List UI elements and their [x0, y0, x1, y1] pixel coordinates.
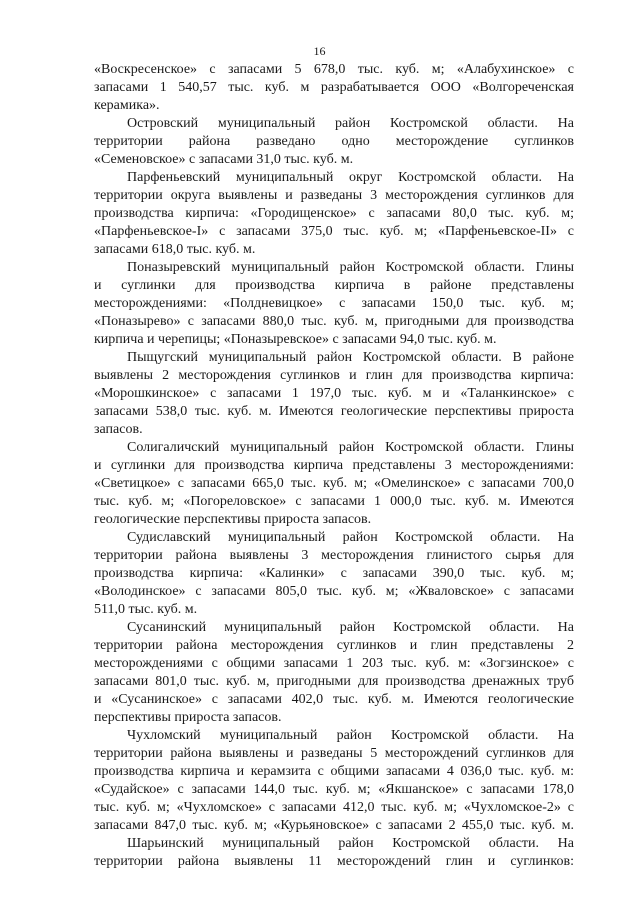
text-line: территории района выявлены 11 месторождений глин и суглинков:	[94, 854, 574, 869]
text-line: «Воскресенское» с запасами 5 678,0 тыс. куб. м; «Алабухинское» с	[94, 62, 574, 77]
paragraph-first-line: Судиславский муниципальный район Костромской области. На	[127, 530, 574, 545]
text-line: «Поназырево» с запасами 880,0 тыс. куб. м, пригодными для производства	[94, 314, 574, 329]
text-line: запасов.	[94, 422, 143, 437]
text-line: геологические перспективы прироста запасов.	[94, 512, 372, 527]
text-line: и суглинки для производства кирпича представлены 3 месторождениями:	[94, 458, 574, 473]
text-line: запасами 538,0 тыс. куб. м. Имеются геологические перспективы прироста	[94, 404, 574, 419]
text-line: 511,0 тыс. куб. м.	[94, 602, 198, 617]
text-line: кирпича и черепицы; «Поназыревское» с запасами 94,0 тыс. куб. м.	[94, 332, 497, 347]
paragraph-first-line: Поназыревский муниципальный район Костромской области. Глины	[127, 260, 574, 275]
text-line: перспективы прироста запасов.	[94, 710, 282, 725]
text-line: «Володинское» с запасами 805,0 тыс. куб. м; «Жваловское» с запасами	[94, 584, 574, 599]
text-line: территории района разведано одно месторождение суглинков	[94, 134, 574, 149]
paragraph-first-line: Парфеньевский муниципальный округ Костромской области. На	[127, 170, 574, 185]
text-line: керамика».	[94, 98, 160, 113]
text-line: «Семеновское» с запасами 31,0 тыс. куб. м.	[94, 152, 354, 167]
text-line: «Светицкое» с запасами 665,0 тыс. куб. м; «Омелинское» с запасами 700,0	[94, 476, 574, 491]
text-line: и суглинки для производства кирпича в районе представлены	[94, 278, 574, 293]
paragraph-first-line: Островский муниципальный район Костромской области. На	[127, 116, 574, 131]
text-line: тыс. куб. м; «Чухломское» с запасами 412,0 тыс. куб. м; «Чухломское-2» с	[94, 800, 574, 815]
text-line: запасами 618,0 тыс. куб. м.	[94, 242, 256, 257]
text-line: месторождениями с общими запасами 1 203 тыс. куб. м: «Зогзинское» с	[94, 656, 574, 671]
text-line: территории района выявлены 3 месторождения глинистого сырья для	[94, 548, 574, 563]
text-line: «Судайское» с запасами 144,0 тыс. куб. м; «Якшанское» с запасами 178,0	[94, 782, 574, 797]
text-line: запасами 801,0 тыс. куб. м, пригодными для производства дренажных труб	[94, 674, 574, 689]
text-line: запасами 1 540,57 тыс. куб. м разрабатывается ООО «Волгореченская	[94, 80, 574, 95]
page-number: 16	[313, 44, 326, 58]
text-line: запасами 847,0 тыс. куб. м; «Курьяновское» с запасами 2 455,0 тыс. куб. м.	[94, 818, 574, 833]
paragraph-first-line: Сусанинский муниципальный район Костромской области. На	[127, 620, 574, 635]
text-line: и «Сусанинское» с запасами 402,0 тыс. куб. м. Имеются геологические	[94, 692, 574, 707]
text-line: территории района месторождения суглинков и глин представлены 2	[94, 638, 574, 653]
text-line: территории округа выявлены и разведаны 3 месторождения суглинков для	[94, 188, 574, 203]
body-text	[94, 61, 574, 871]
text-line: производства кирпича: «Городищенское» с запасами 80,0 тыс. куб. м;	[94, 206, 574, 221]
text-line: производства кирпича: «Калинки» с запасами 390,0 тыс. куб. м;	[94, 566, 574, 581]
text-line: «Парфеньевское-I» с запасами 375,0 тыс. куб. м; «Парфеньевское-II» с	[94, 224, 574, 239]
paragraph-first-line: Чухломский муниципальный район Костромской области. На	[127, 728, 574, 743]
paragraph-first-line: Пыщугский муниципальный район Костромской области. В районе	[127, 350, 574, 365]
text-line: территории района выявлены и разведаны 5 месторождений суглинков для	[94, 746, 574, 761]
text-line: месторождениями: «Полдневицкое» с запасами 150,0 тыс. куб. м;	[94, 296, 574, 311]
text-line: тыс. куб. м; «Погореловское» с запасами 1 000,0 тыс. куб. м. Имеются	[94, 494, 574, 509]
text-line: «Морошкинское» с запасами 1 197,0 тыс. куб. м и «Таланкинское» с	[94, 386, 574, 401]
text-line: производства кирпича и керамзита с общими запасами 4 036,0 тыс. куб. м:	[94, 764, 574, 779]
paragraph-first-line: Шарьинский муниципальный район Костромской области. На	[127, 836, 574, 851]
paragraph-first-line: Солигаличский муниципальный район Костромской области. Глины	[127, 440, 574, 455]
text-line: выявлены 2 месторождения суглинков и глин для производства кирпича:	[94, 368, 574, 383]
